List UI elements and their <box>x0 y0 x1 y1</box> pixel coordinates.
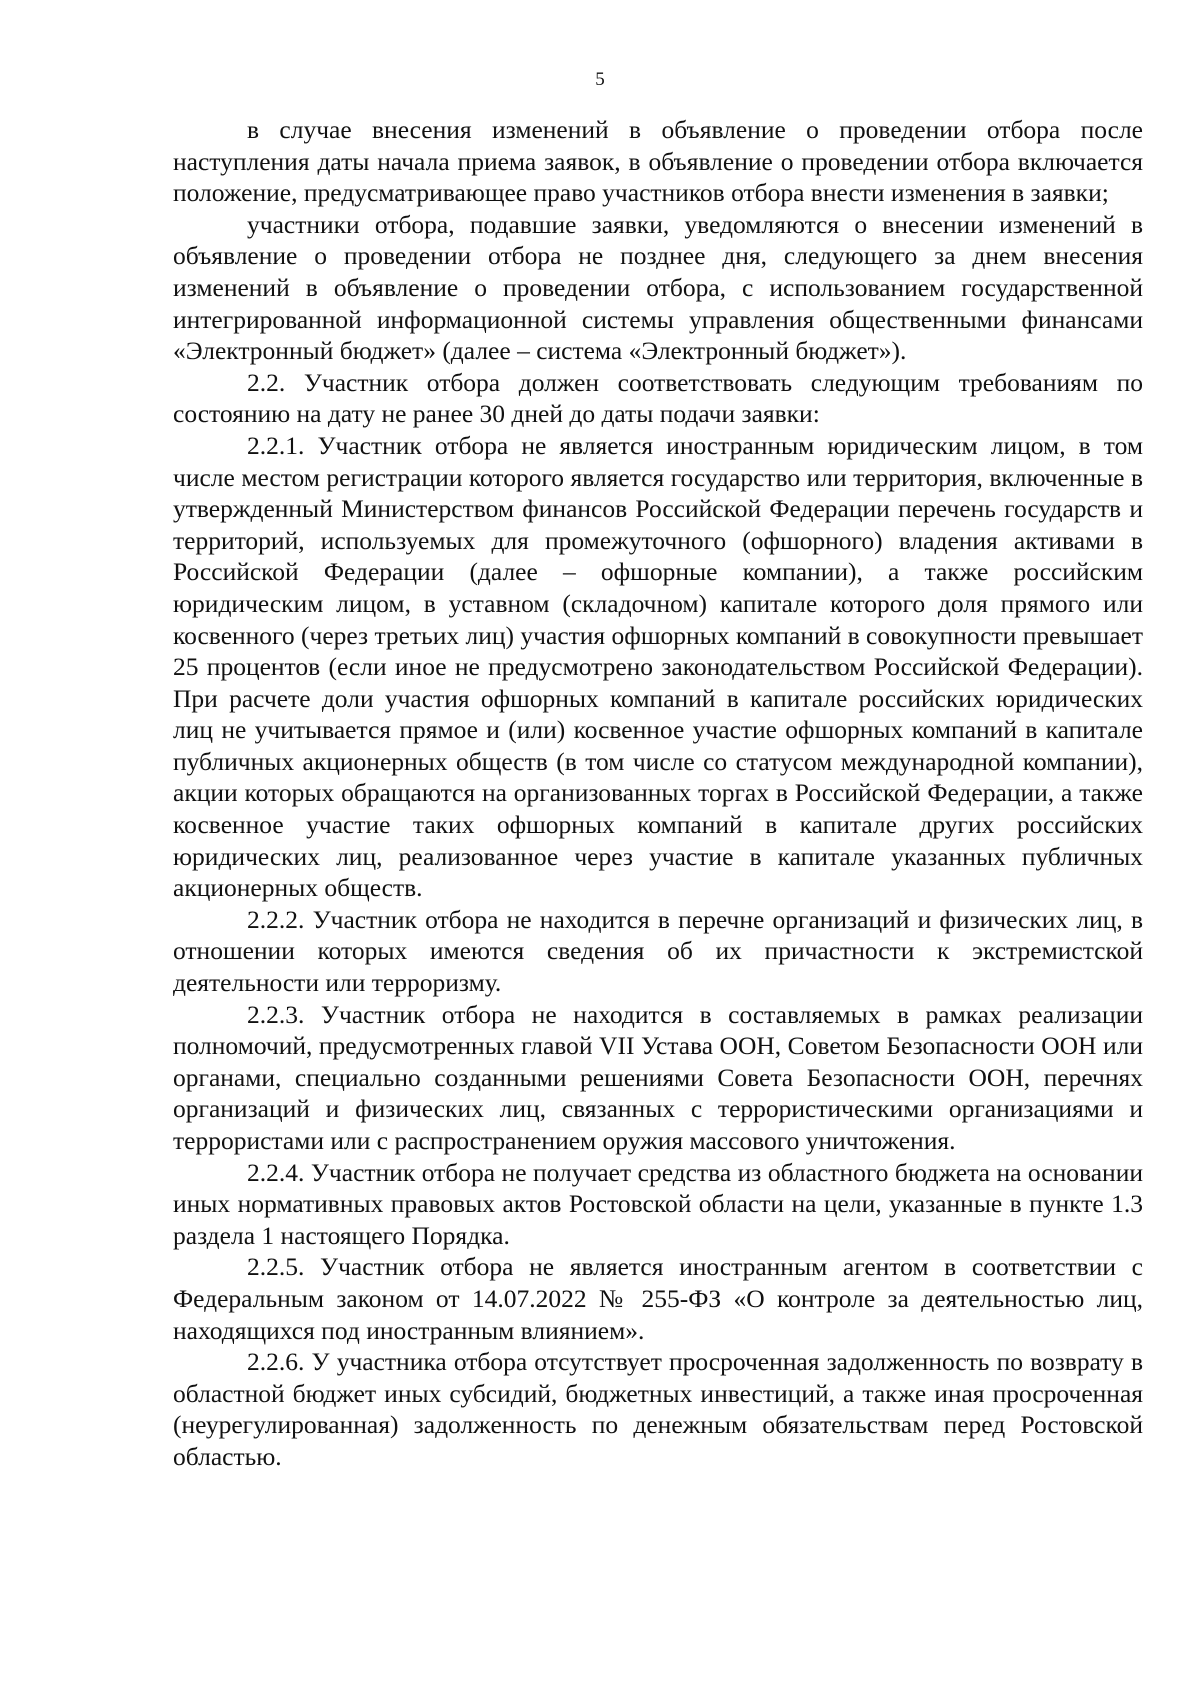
paragraph-2-2-requirements: 2.2. Участник отбора должен соответствовать следующим требованиям по состоянию на дату не ранее 30 дней до даты подачи заявки: <box>173 367 1143 429</box>
paragraph-2-2-4-regional-budget: 2.2.4. Участник отбора не получает средства из областного бюджета на основании иных нормативных правовых актов Ростовской области на цели, указанные в пункте 1.3 раздела 1 настоящего Порядка. <box>173 1157 1143 1250</box>
paragraph-amendment-after-start: в случае внесения изменений в объявление о проведении отбора после наступления даты начала приема заявок, в объявление о проведении отбора включается положение, предусматривающее право участников отбора внести изменения в заявки; <box>173 115 1143 208</box>
page-number: 5 <box>595 69 605 90</box>
document-body <box>173 114 1143 1473</box>
paragraph-2-2-6-overdue-debt: 2.2.6. У участника отбора отсутствует просроченная задолженность по возврату в областной бюджет иных субсидий, бюджетных инвестиций, а также иная просроченная (неурегулированная) задолженность по денежным обязательствам перед Ростовской областью. <box>173 1347 1143 1471</box>
paragraph-participants-notified: участники отбора, подавшие заявки, уведомляются о внесении изменений в объявление о проведении отбора не позднее дня, следующего за днем внесения изменений в объявление о проведении отбора, с использованием государственной интегрированной информационной системы управления общественными финансами «Электронный бюджет» (далее – система «Электронный бюджет»). <box>173 209 1143 366</box>
paragraph-2-2-1-foreign-entity: 2.2.1. Участник отбора не является иностранным юридическим лицом, в том числе местом регистрации которого является государство или территория, включенные в утвержденный Министерством финансов Российской Федерации перечень государств и территорий, используемых для промежуточного (офшорного) владения активами в Российской Федерации (далее – офшорные компании), а также российским юридическим лицом, в уставном (складочном) капитале которого доля прямого или косвенного (через третьих лиц) участия офшорных компаний в совокупности превышает 25 процентов (если иное не предусмотрено законодательством Российской Федерации). При расчете доли участия офшорных компаний в капитале российских юридических лиц не учитывается прямое и (или) косвенное участие офшорных компаний в капитале публичных акционерных обществ (в том числе со статусом международной компании), акции которых обращаются на организованных торгах в Российской Федерации, а также косвенное участие таких офшорных компаний в капитале других российских юридических лиц, реализованное через участие в капитале указанных публичных акционерных обществ. <box>173 430 1143 903</box>
paragraph-2-2-5-foreign-agent: 2.2.5. Участник отбора не является иностранным агентом в соответствии с Федеральным законом от 14.07.2022 № 255-ФЗ «О контроле за деятельностью лиц, находящихся под иностранным влиянием». <box>173 1252 1143 1345</box>
paragraph-2-2-2-extremism-list: 2.2.2. Участник отбора не находится в перечне организаций и физических лиц, в отношении которых имеются сведения об их причастности к экстремистской деятельности или терроризму. <box>173 904 1143 998</box>
paragraph-2-2-3-un-lists: 2.2.3. Участник отбора не находится в составляемых в рамках реализации полномочий, предусмотренных главой VII Устава ООН, Советом Безопасности ООН или органами, специально созданными решениями Совета Безопасности ООН, перечнях организаций и физических лиц, связанных с террористическими организациями и террористами или с распространением оружия массового уничтожения. <box>173 999 1143 1155</box>
